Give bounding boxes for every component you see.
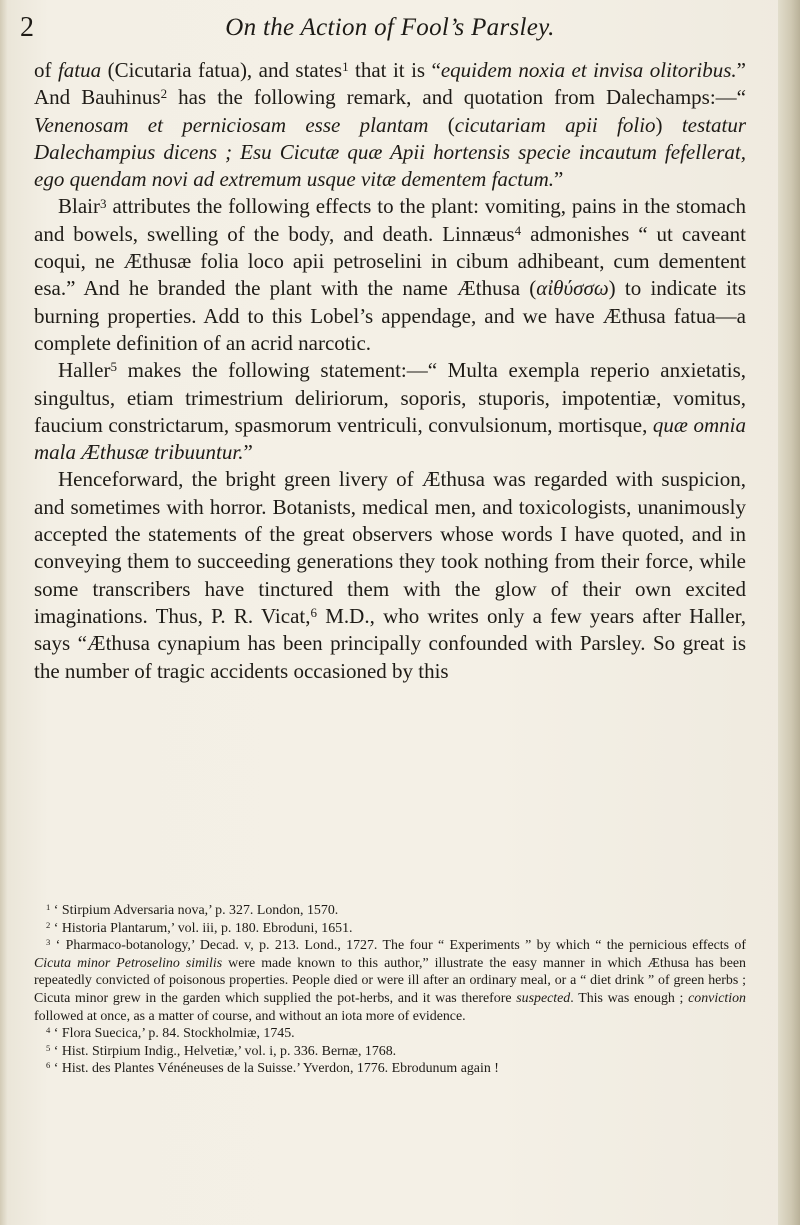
text-run: ‘ Flora Suecica,’ p. 84. Stockholmiæ, 1745. xyxy=(50,1026,295,1042)
paragraph xyxy=(34,357,746,466)
text-run: ” And Bauhinus xyxy=(34,58,746,110)
text-run: were made known to this author,” illustrate the easy manner in which Æthusa has been repeatedly convicted of poisonous properties. People died or were ill after an ordinary meal, or a “ diet drink ” of green herbs ; Cicuta minor grew in the garden which supplied the pot-herbs, and it was therefore xyxy=(34,955,747,1006)
page-header xyxy=(20,12,760,52)
text-run: attributes the following effects to the plant: vomiting, pains in the stomach and bowels, swelling of the body, and death. Linnæus xyxy=(34,194,746,246)
text-run: ” xyxy=(554,167,564,192)
italic-text: suspected xyxy=(516,990,571,1006)
text-run: Henceforward, the bright green livery of Æthusa was regarded with suspicion, and sometimes with horror. Botanists, medical men, and toxicologists, unanimously accepted the statements of the great observers whose words I have quoted, and in conveying them to succeeding generations they took nothing from their force, while some transcribers have tinctured them with the glow of their own excited imaginations. Thus, P. R. Vicat, xyxy=(34,467,746,628)
paragraph xyxy=(34,57,746,193)
text-run: of xyxy=(34,58,58,82)
reference-marker: 4 xyxy=(514,222,522,238)
reference-marker: 2 xyxy=(46,919,51,930)
italic-text: fatua xyxy=(57,58,102,82)
text-run: ‘ Hist. Stirpium Indig., Helvetiæ,’ vol. i, p. 336. Bernæ, 1768. xyxy=(50,1043,397,1059)
reference-marker: 5 xyxy=(46,1042,51,1053)
italic-text: αἰθύσσω xyxy=(536,276,609,301)
text-run: admonishes “ ut caveant coqui, ne Æthusæ folia loco apii petroselini in cibum adhibeant, cum dementent esa.” And he branded the plant with the name Æthusa ( xyxy=(34,221,746,301)
footnote xyxy=(34,1060,746,1078)
paragraph xyxy=(34,466,746,684)
text-run: that it is “ xyxy=(348,58,441,82)
reference-marker: 6 xyxy=(46,1060,51,1071)
text-run: . This was enough ; xyxy=(570,990,689,1006)
footnote xyxy=(34,902,746,920)
reference-marker: 5 xyxy=(110,359,117,375)
italic-text: cicutariam apii folio xyxy=(454,112,656,137)
text-run: M.D., who writes only a few years after Haller, says “Æthusa cynapium has been principally confounded with Parsley. So great is the number of tragic accidents occasioned by this xyxy=(34,603,746,683)
text-run: (Cicutaria fatua), and states xyxy=(101,58,343,82)
text-run: ( xyxy=(428,112,455,137)
italic-text: quæ omnia mala Æthusæ tribuuntur. xyxy=(34,412,746,465)
running-title: On the Action of Fool’s Parsley. xyxy=(225,14,555,41)
page-gutter-shadow xyxy=(0,0,8,1225)
text-run: ‘ Hist. des Plantes Vénéneuses de la Suisse.’ Yverdon, 1776. Ebrodunum again ! xyxy=(50,1061,499,1077)
reference-marker: 1 xyxy=(46,902,51,913)
italic-text: Cicuta minor Petroselino similis xyxy=(34,955,223,971)
text-run: ” xyxy=(243,440,253,465)
text-run: ) to indicate its burning properties. Add to this Lobel’s appendage, and we have Æthusa fatua—a complete definition of an acrid narcotic. xyxy=(34,276,746,355)
reference-marker: 3 xyxy=(46,937,51,948)
reference-marker: 4 xyxy=(46,1025,51,1036)
text-run: has the following remark, and quotation from Dalechamps:—“ xyxy=(167,85,746,110)
italic-text: equidem noxia et invisa olitoribus. xyxy=(440,58,737,82)
reference-marker: 6 xyxy=(310,605,318,621)
text-run: ) xyxy=(655,112,682,137)
footnote xyxy=(34,920,746,938)
text-run: makes the following statement:—“ Multa exempla reperio anxietatis, singultus, etiam trimestrium deliriorum, soporis, stuporis, impotentiæ, vomitus, faucium constrictarum, spasmorum ventriculi, convulsionum, mortisque, xyxy=(34,358,746,437)
italic-text: Venenosam et perniciosam esse plantam xyxy=(34,112,429,137)
footnote xyxy=(34,1025,746,1043)
reference-marker: 3 xyxy=(100,195,107,211)
body-text xyxy=(34,57,746,685)
italic-text: testatur Dalechampius dicens ; Esu Cicutæ quæ Apii hortensis specie incautum fefellerat, ego quendam novi ad extremum usque vitæ dementem factum. xyxy=(34,112,747,192)
text-run: Blair xyxy=(58,194,100,219)
page-edge-shadow xyxy=(778,0,800,1225)
text-run: Haller xyxy=(58,358,111,383)
paragraph xyxy=(34,193,746,357)
text-run: ‘ Historia Plantarum,’ vol. iii, p. 180. Ebroduni, 1651. xyxy=(50,920,353,936)
footnotes xyxy=(34,902,746,1078)
footnote xyxy=(34,937,746,1025)
italic-text: conviction xyxy=(688,990,746,1006)
text-run: ‘ Pharmaco-botanology,’ Decad. v, p. 213. Lond., 1727. The four “ Experiments ” by which “ the pernicious effects of xyxy=(50,938,746,954)
footnote xyxy=(34,1043,746,1061)
text-run: ‘ Stirpium Adversaria nova,’ p. 327. London, 1570. xyxy=(50,903,339,918)
reference-marker: 1 xyxy=(342,59,349,75)
page-number: 2 xyxy=(20,12,34,43)
reference-marker: 2 xyxy=(160,86,168,102)
text-run: followed at once, as a matter of course, and without an iota more of evidence. xyxy=(34,1008,466,1024)
